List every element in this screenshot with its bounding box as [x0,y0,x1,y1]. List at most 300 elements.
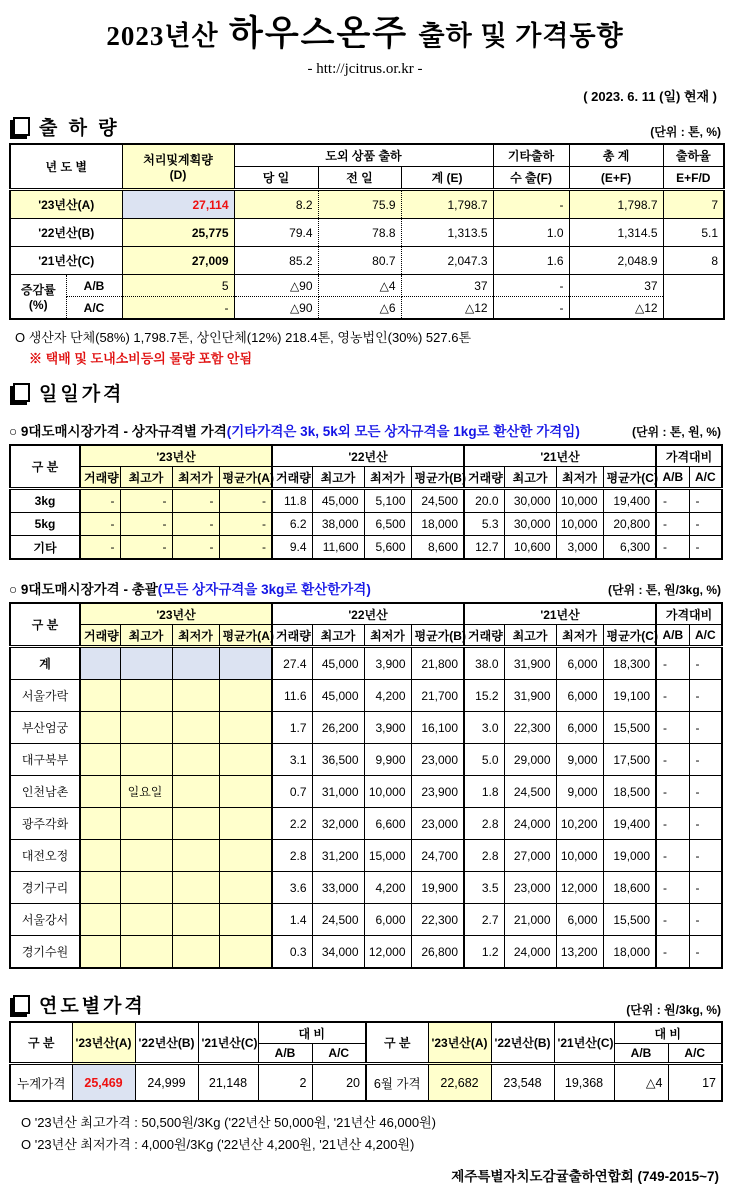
cell-y23: - [120,536,172,560]
col-ab: A/B [656,467,689,489]
cell-y22: 24,500 [411,489,464,513]
cell-y22: 1.7 [272,712,312,744]
cell-compare: - [689,536,722,560]
cell-y22: 9.4 [272,536,312,560]
cell-y21: 23,000 [504,872,556,904]
cell-compare: - [656,536,689,560]
cell-y22: 6,600 [364,808,411,840]
change-label-line2: (%) [28,298,48,312]
cell-compare: - [689,872,722,904]
cell-y22: 0.3 [272,936,312,969]
row-label: 누계가격 [10,1064,72,1102]
table-header-row [10,603,722,625]
col-low: 최저가 [556,467,603,489]
cell-y21: 1.2 [464,936,504,969]
cell-june-y22: 23,548 [491,1064,554,1102]
table-row [10,275,724,297]
cell-y23: - [172,536,219,560]
table-row [10,744,722,776]
col-prev: 전 일 [318,167,401,190]
cell-total: △12 [569,297,663,320]
col-group-compare: 가격대비 [656,445,722,467]
cell-compare: - [689,712,722,744]
cell-y22: 3.6 [272,872,312,904]
cell-y23: - [80,489,120,513]
cell-y22: 5,600 [364,536,411,560]
cell-plan: 27,114 [122,190,234,219]
cell-y22: 21,700 [411,680,464,712]
cell-sum: 1,313.5 [401,219,493,247]
cell-sum: 1,798.7 [401,190,493,219]
cell-y23 [120,904,172,936]
cell-y21: 5.3 [464,513,504,536]
cell-compare: - [656,647,689,680]
cell-y22: 0.7 [272,776,312,808]
cell-y22: 36,500 [312,744,364,776]
table-row [10,513,722,536]
cell-plan: 5 [122,275,234,297]
cell-day: △90 [234,297,318,320]
cell-y23 [80,808,120,840]
cell-y22: 11.8 [272,489,312,513]
cell-compare: - [689,680,722,712]
cell-plan: - [122,297,234,320]
cell-y21: 15,500 [603,712,656,744]
cell-y23 [219,808,272,840]
cell-y22: 9,900 [364,744,411,776]
yearly-unit-label: (단위 : 원/3kg, %) [626,1003,721,1017]
col-high: 최고가 [120,467,172,489]
cell-y22: 3,900 [364,712,411,744]
cell-compare: - [656,904,689,936]
cell-y22: 45,000 [312,489,364,513]
col-group-y22: '22년산 [272,603,464,625]
col-avg-b: 평균가(B) [411,467,464,489]
row-label: 5kg [10,513,80,536]
cell-y23 [172,776,219,808]
cell-plan: 27,009 [122,247,234,275]
cell-y23: - [172,489,219,513]
col-low: 최저가 [364,467,411,489]
cell-y22: 5,100 [364,489,411,513]
cell-y23 [80,647,120,680]
col-y22: '22년산(B) [491,1022,554,1064]
cell-y23 [219,712,272,744]
col-group-y23: '23년산 [80,445,272,467]
cell-y23 [219,904,272,936]
col-high: 최고가 [504,467,556,489]
row-label: '21년산(C) [10,247,122,275]
cell-y22: 32,000 [312,808,364,840]
col-volume: 거래량 [464,467,504,489]
table-header-row [10,445,722,467]
title-year: 2023년산 [106,21,219,51]
min-price-note: O '23년산 최저가격 : 4,000원/3Kg ('22년산 4,200원, '21년산 4,200원) [21,1137,415,1152]
cell-cumulative-ab: 2 [258,1064,312,1102]
cell-y21: 3.0 [464,712,504,744]
col-sum: 계 (E) [401,167,493,190]
total-price-subtitle [9,578,371,598]
cell-y23 [172,936,219,969]
cell-y22: 45,000 [312,647,364,680]
cell-rate-empty [663,275,724,320]
cell-compare: - [656,776,689,808]
cell-y23: - [80,536,120,560]
cell-y23: - [219,513,272,536]
cell-y23 [219,776,272,808]
cell-y23 [172,647,219,680]
col-volume: 거래량 [80,467,120,489]
cell-compare: - [689,647,722,680]
table-row [10,489,722,513]
cell-y21: 1.8 [464,776,504,808]
cell-compare: - [689,489,722,513]
cell-compare: - [689,840,722,872]
col-year: 년 도 별 [10,144,122,190]
col-plan-line2: (D) [169,168,187,182]
col-ab: A/B [656,625,689,647]
cell-y23 [80,904,120,936]
col-plan [122,144,234,190]
row-label: 부산엄궁 [10,712,80,744]
cell-june-y23: 22,682 [428,1064,491,1102]
cell-y22: 23,000 [411,808,464,840]
table-row [10,808,722,840]
box-price-unit: (단위 : 톤, 원, %) [631,425,721,439]
cell-y22: 16,100 [411,712,464,744]
cell-y22: 3.1 [272,744,312,776]
section-yearly-title [9,991,146,1018]
cell-y23 [120,872,172,904]
cell-y23 [172,840,219,872]
cell-y21: 5.0 [464,744,504,776]
cell-sum: 37 [401,275,493,297]
col-total-code: (E+F) [569,167,663,190]
cell-y23 [80,872,120,904]
cell-y21: 10,600 [504,536,556,560]
cell-total: 1,798.7 [569,190,663,219]
cell-y21: 18,500 [603,776,656,808]
cell-compare: - [656,744,689,776]
yearly-price-table [9,1021,723,1102]
cell-y22: 12,000 [364,936,411,969]
col-avg-a: 평균가(A) [219,625,272,647]
col-y22: '22년산(B) [135,1022,198,1064]
table-row [10,536,722,560]
cell-y23: - [172,513,219,536]
cell-y22: 10,000 [364,776,411,808]
cell-y23 [219,872,272,904]
cell-y23 [219,647,272,680]
col-label: 구 분 [366,1022,428,1064]
col-label: 구 분 [10,603,80,647]
cell-y23 [80,680,120,712]
cell-y21: 10,000 [556,489,603,513]
table-row [10,776,722,808]
cell-y21: 31,900 [504,647,556,680]
cell-y21: 30,000 [504,489,556,513]
cell-day: 79.4 [234,219,318,247]
cell-compare: - [656,680,689,712]
row-label: 대구북부 [10,744,80,776]
col-avg-c: 평균가(C) [603,625,656,647]
cell-y21: 19,000 [603,840,656,872]
cell-total: 2,048.9 [569,247,663,275]
cell-y22: 23,900 [411,776,464,808]
table-row [10,647,722,680]
cell-y21: 31,900 [504,680,556,712]
shipment-unit-label: (단위 : 톤, %) [650,125,721,139]
row-label: A/B [66,275,122,297]
col-high: 최고가 [312,625,364,647]
cell-june-ab: △4 [614,1064,668,1102]
cell-y21: 10,000 [556,840,603,872]
title-suffix: 출하 및 가격동향 [418,21,624,51]
organization-name: 제주특별자치도감귤출하연합회 (749-2015~7) [451,1169,719,1184]
cell-y21: 3,000 [556,536,603,560]
col-high: 최고가 [120,625,172,647]
cell-compare: - [689,744,722,776]
row-label: 인천남촌 [10,776,80,808]
row-label: 경기구리 [10,872,80,904]
cell-y22: 11,600 [312,536,364,560]
table-row [10,712,722,744]
table-row [10,219,724,247]
cell-y21: 20,800 [603,513,656,536]
cell-export: 1.0 [493,219,569,247]
cell-y21: 9,000 [556,776,603,808]
cell-y21: 10,000 [556,513,603,536]
cell-y23 [120,680,172,712]
cell-y22: 11.6 [272,680,312,712]
cell-compare: - [656,872,689,904]
section-square-icon [13,383,30,402]
row-label: '23년산(A) [10,190,122,219]
cell-y23 [80,712,120,744]
cell-y23 [172,680,219,712]
cell-y23 [120,712,172,744]
exclusion-note: ※ 택배 및 도내소비등의 물량 포함 안됨 [29,351,253,366]
site-url: - htt://jcitrus.or.kr - [307,61,423,77]
cell-export: - [493,275,569,297]
cell-y21: 21,000 [504,904,556,936]
row-label: 계 [10,647,80,680]
row-label: '22년산(B) [10,219,122,247]
section-square-icon [13,117,30,136]
cell-compare: - [689,513,722,536]
cell-y22: 2.8 [272,840,312,872]
cell-y23 [219,840,272,872]
row-label: 6월 가격 [366,1064,428,1102]
shipment-table [9,143,725,320]
cell-y21: 22,300 [504,712,556,744]
cell-export: - [493,190,569,219]
cell-y21: 10,200 [556,808,603,840]
cell-compare: - [656,489,689,513]
cell-compare: - [689,936,722,969]
col-export: 수 출(F) [493,167,569,190]
cell-y21: 2.8 [464,840,504,872]
page-title [9,14,721,61]
cell-y22: 15,000 [364,840,411,872]
cell-y23: 일요일 [120,776,172,808]
cell-prev: △4 [318,275,401,297]
cell-y22: 24,500 [312,904,364,936]
total-price-subtitle-row [9,578,721,598]
row-label: 3kg [10,489,80,513]
col-volume: 거래량 [272,467,312,489]
cell-total: 37 [569,275,663,297]
table-row [10,840,722,872]
cell-compare: - [656,808,689,840]
section-shipment-header [9,113,721,140]
producer-note: O 생산자 단체(58%) 1,798.7톤, 상인단체(12%) 218.4톤, 영농법인(30%) 527.6톤 [15,330,472,345]
cell-compare: - [656,513,689,536]
cell-y21: 17,500 [603,744,656,776]
cell-day: 8.2 [234,190,318,219]
cell-y21: 12,000 [556,872,603,904]
col-avg-c: 평균가(C) [603,467,656,489]
cell-rate: 5.1 [663,219,724,247]
col-group-y23: '23년산 [80,603,272,625]
col-group-outbound: 도외 상품 출하 [234,144,493,167]
cell-y21: 12.7 [464,536,504,560]
cell-prev: △6 [318,297,401,320]
cell-rate: 8 [663,247,724,275]
col-low: 최저가 [172,467,219,489]
cell-y21: 24,000 [504,808,556,840]
section-daily-title [9,379,124,406]
cell-day: △90 [234,275,318,297]
cell-y23 [219,744,272,776]
cell-y22: 31,200 [312,840,364,872]
cell-prev: 75.9 [318,190,401,219]
table-header-row [10,1022,722,1044]
col-volume: 거래량 [272,625,312,647]
row-label: 서울강서 [10,904,80,936]
cell-y22: 4,200 [364,680,411,712]
cell-y22: 45,000 [312,680,364,712]
cell-day: 85.2 [234,247,318,275]
cell-y21: 3.5 [464,872,504,904]
cell-cumulative-y23: 25,469 [72,1064,135,1102]
col-low: 최저가 [172,625,219,647]
col-low: 최저가 [364,625,411,647]
cell-y22: 2.2 [272,808,312,840]
cell-y21: 2.7 [464,904,504,936]
cell-compare: - [689,904,722,936]
cell-compare: - [689,808,722,840]
cell-y21: 15,500 [603,904,656,936]
cell-y23 [219,680,272,712]
col-day: 당 일 [234,167,318,190]
cell-y21: 30,000 [504,513,556,536]
cell-y23 [80,840,120,872]
col-ac: A/C [689,467,722,489]
row-label: 경기수원 [10,936,80,969]
cell-y21: 6,300 [603,536,656,560]
section-daily-label: 일일가격 [39,384,125,405]
cell-y22: 26,800 [411,936,464,969]
cell-y21: 38.0 [464,647,504,680]
max-price-note: O '23년산 최고가격 : 50,500원/3Kg ('22년산 50,000원, '21년산 46,000원) [21,1115,436,1130]
cell-y22: 23,000 [411,744,464,776]
cell-y22: 6.2 [272,513,312,536]
section-daily-header [9,379,721,406]
cell-y23 [120,808,172,840]
cell-cumulative-y21: 21,148 [198,1064,258,1102]
cell-plan: 25,775 [122,219,234,247]
cell-y22: 1.4 [272,904,312,936]
report-date: ( 2023. 6. 11 (일) 현재 ) [583,89,717,104]
cell-compare: - [656,936,689,969]
cell-y22: 3,900 [364,647,411,680]
col-group-compare: 대 비 [258,1022,366,1044]
cell-y21: 18,300 [603,647,656,680]
table-row [10,190,724,219]
table-row [10,247,724,275]
box-price-subtitle [9,420,580,440]
col-y21: '21년산(C) [554,1022,614,1064]
col-etc: 기타출하 [493,144,569,167]
col-ab: A/B [614,1044,668,1064]
cell-y22: 4,200 [364,872,411,904]
cell-y21: 19,100 [603,680,656,712]
cell-y23: - [219,489,272,513]
table-header-row [10,144,724,167]
cell-y21: 6,000 [556,904,603,936]
table-row [10,872,722,904]
cell-y22: 26,200 [312,712,364,744]
col-ac: A/C [689,625,722,647]
col-volume: 거래량 [80,625,120,647]
box-price-subtitle-row [9,420,721,440]
cell-y23 [80,936,120,969]
row-label: 서울가락 [10,680,80,712]
section-yearly-header [9,991,721,1018]
cell-prev: 80.7 [318,247,401,275]
cell-y22: 24,700 [411,840,464,872]
cell-y21: 6,000 [556,647,603,680]
cell-y22: 21,800 [411,647,464,680]
box-price-note: (기타가격은 3k, 5k외 모든 상자규격을 1kg로 환산한 가격임) [226,424,580,439]
cell-y21: 19,400 [603,489,656,513]
row-label: 기타 [10,536,80,560]
cell-export: - [493,297,569,320]
cell-cumulative-y22: 24,999 [135,1064,198,1102]
cell-y22: 22,300 [411,904,464,936]
cell-y21: 18,600 [603,872,656,904]
total-price-table [9,602,723,969]
table-row [10,936,722,969]
cell-compare: - [656,840,689,872]
col-y23: '23년산(A) [428,1022,491,1064]
col-group-y22: '22년산 [272,445,464,467]
cell-june-y21: 19,368 [554,1064,614,1102]
cell-y21: 18,000 [603,936,656,969]
cell-june-ac: 17 [668,1064,722,1102]
cell-compare: - [689,776,722,808]
cell-y21: 29,000 [504,744,556,776]
col-avg-b: 평균가(B) [411,625,464,647]
cell-y23 [172,904,219,936]
cell-y23 [172,744,219,776]
cell-y21: 15.2 [464,680,504,712]
table-row [10,904,722,936]
cell-y21: 20.0 [464,489,504,513]
cell-y23 [120,936,172,969]
cell-y23 [120,744,172,776]
